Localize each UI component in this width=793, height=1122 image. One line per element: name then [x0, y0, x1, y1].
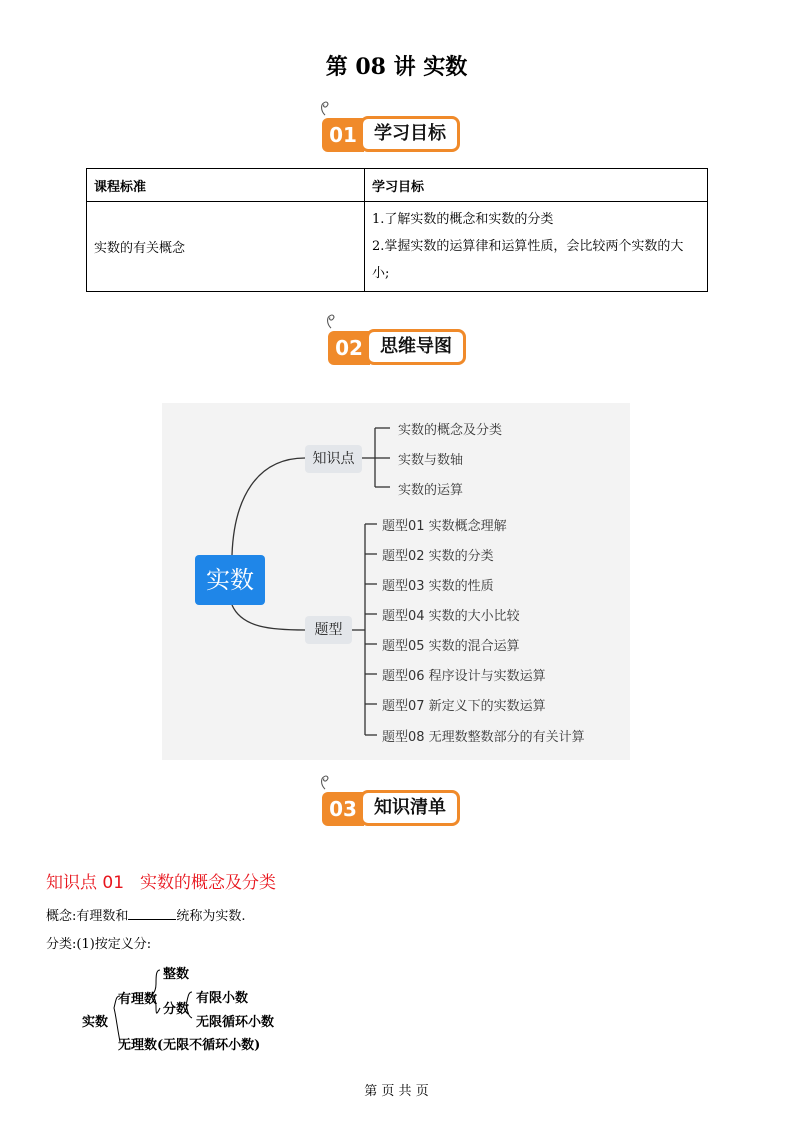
section-label: 学习目标	[360, 116, 460, 152]
section-label: 思维导图	[366, 329, 466, 365]
concept-line	[46, 905, 246, 924]
leaf-item: 实数与数轴	[398, 453, 464, 468]
cell-goals	[365, 202, 708, 292]
fill-blank[interactable]	[128, 907, 176, 920]
goal-line: 小;	[372, 266, 390, 281]
mind-map	[162, 403, 630, 760]
pin-hook-icon	[324, 313, 338, 329]
concept-text: 概念:有理数和	[46, 909, 129, 924]
class-integer: 整数	[163, 967, 190, 982]
table-row	[87, 202, 708, 292]
pin-hook-icon	[318, 774, 332, 790]
concept-text: 统称为实数.	[176, 909, 246, 924]
leaf-item: 题型05 实数的混合运算	[382, 639, 520, 654]
section-label: 知识清单	[360, 790, 460, 826]
branch-question-types: 题型	[305, 616, 352, 644]
section-badge-01	[318, 100, 478, 150]
class-fraction: 分数	[163, 1002, 190, 1017]
leaf-item: 题型07 新定义下的实数运算	[382, 699, 546, 714]
leaf-item: 实数的概念及分类	[398, 423, 503, 438]
leaf-item: 题型01 实数概念理解	[382, 519, 507, 534]
leaf-item: 题型06 程序设计与实数运算	[382, 669, 546, 684]
class-finite-decimal: 有限小数	[196, 991, 249, 1006]
leaf-item: 实数的运算	[398, 483, 464, 498]
class-rational: 有理数	[118, 992, 158, 1007]
leaf-item: 题型03 实数的性质	[382, 579, 494, 594]
goal-line: 1.了解实数的概念和实数的分类	[372, 212, 554, 227]
class-repeating-decimal: 无限循环小数	[196, 1015, 275, 1030]
section-number: 02	[328, 331, 370, 365]
page-title: 第 08 讲 实数	[325, 54, 468, 80]
mind-map-root: 实数	[195, 555, 265, 605]
section-number: 03	[322, 792, 364, 826]
classification-intro: 分类:(1)按定义分:	[46, 937, 152, 952]
goal-line: 2.掌握实数的运算律和运算性质，会比较两个实数的大	[372, 239, 684, 254]
leaf-item: 题型08 无理数整数部分的有关计算	[382, 730, 585, 745]
header-goal: 学习目标	[365, 169, 708, 202]
header-standard: 课程标准	[87, 169, 365, 202]
class-irrational: 无理数(无限不循环小数)	[118, 1038, 261, 1053]
knowledge-point-heading	[46, 868, 276, 893]
class-root: 实数	[82, 1015, 109, 1030]
knowledge-point-title: 实数的概念及分类	[140, 873, 277, 893]
page-footer: 第 页 共 页	[364, 1084, 429, 1099]
section-number: 01	[322, 118, 364, 152]
cell-standard: 实数的有关概念	[87, 202, 365, 292]
leaf-item: 题型02 实数的分类	[382, 549, 494, 564]
pin-hook-icon	[318, 100, 332, 116]
knowledge-point-number: 知识点 01	[46, 873, 125, 893]
branch-knowledge: 知识点	[305, 445, 362, 473]
section-badge-02	[324, 313, 484, 363]
curriculum-table	[86, 168, 708, 292]
leaf-item: 题型04 实数的大小比较	[382, 609, 520, 624]
section-badge-03	[318, 774, 478, 824]
table-header-row	[87, 169, 708, 202]
